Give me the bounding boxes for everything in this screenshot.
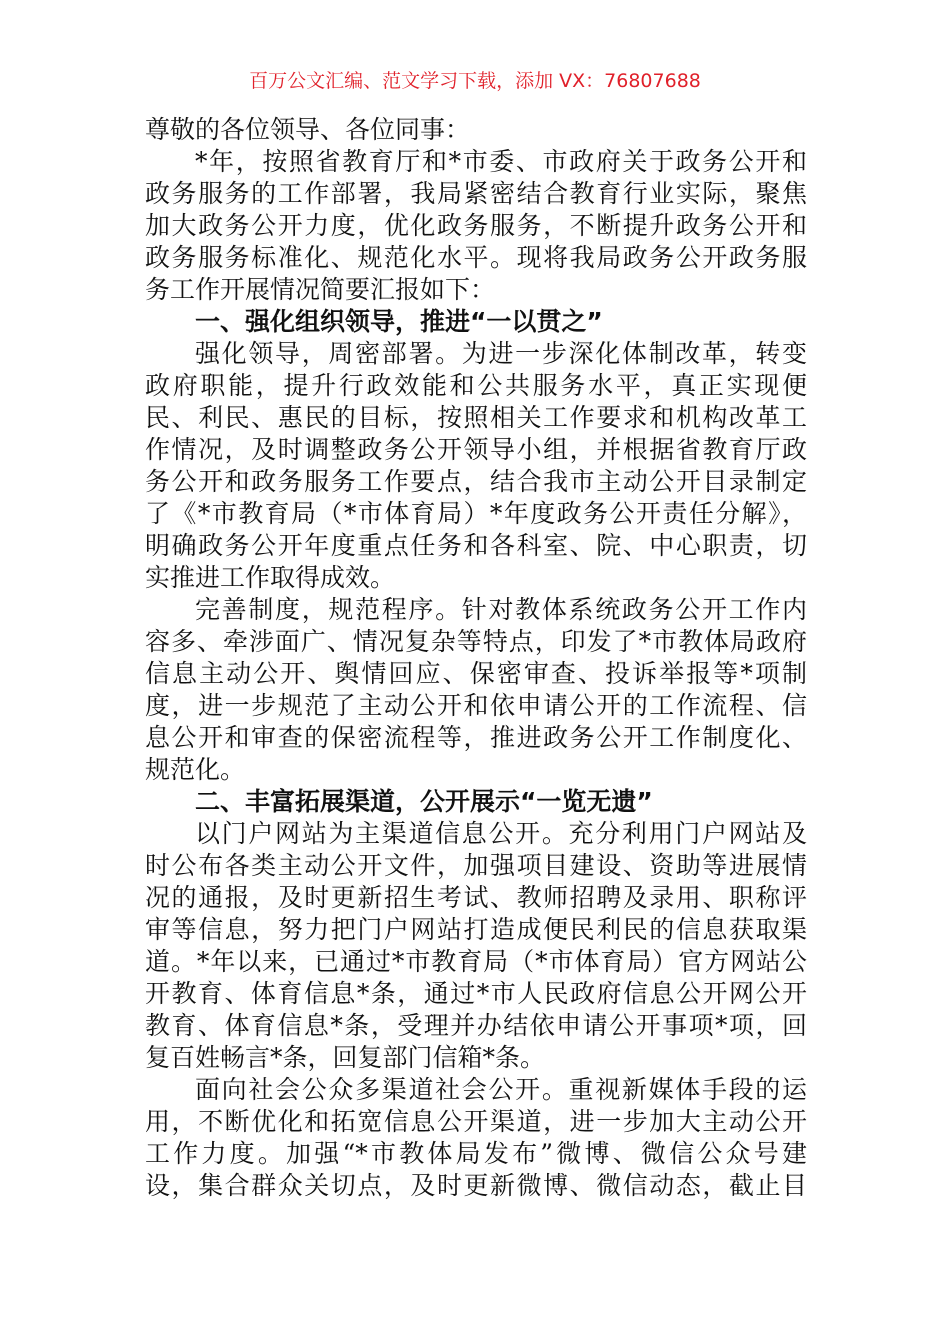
text-line: 以门户网站为主渠道信息公开。充分利用门户网站及 xyxy=(195,819,807,848)
text-line: 面向社会公众多渠道社会公开。重视新媒体手段的运 xyxy=(195,1075,807,1104)
text-line: 民、利民、惠民的目标，按照相关工作要求和机构改革工 xyxy=(145,403,807,432)
text-line: 务工作开展情况简要汇报如下： xyxy=(145,275,496,304)
text-line: 实推进工作取得成效。 xyxy=(145,563,396,592)
text-line: 信息主动公开、舆情回应、保密审查、投诉举报等*项制 xyxy=(145,659,807,688)
text-line: 强化领导，周密部署。为进一步深化体制改革，转变 xyxy=(195,339,807,368)
text-line: 加大政务公开力度，优化政务服务，不断提升政务公开和 xyxy=(145,211,807,240)
text-line: 工作力度。加强“*市教体局发布”微博、微信公众号建 xyxy=(145,1139,807,1168)
download-notice-banner: 百万公文汇编、范文学习下载，添加 VX：76807688 xyxy=(249,70,701,92)
text-line: 度，进一步规范了主动公开和依申请公开的工作流程、信 xyxy=(145,691,807,720)
text-line: 教育、体育信息*条，受理并办结依申请公开事项*项，回 xyxy=(145,1011,807,1040)
text-line: 开教育、体育信息*条，通过*市人民政府信息公开网公开 xyxy=(145,979,807,1008)
text-line: 政府职能，提升行政效能和公共服务水平，真正实现便 xyxy=(145,371,807,400)
text-line: 复百姓畅言*条，回复部门信箱*条。 xyxy=(145,1043,546,1072)
text-line: 尊敬的各位领导、各位同事： xyxy=(145,115,471,144)
text-line: 时公布各类主动公开文件，加强项目建设、资助等进展情 xyxy=(145,851,807,880)
document-body xyxy=(145,114,807,1202)
text-line: 明确政务公开年度重点任务和各科室、院、中心职责，切 xyxy=(145,531,807,560)
text-line: 政务服务的工作部署，我局紧密结合教育行业实际，聚焦 xyxy=(145,179,807,208)
text-line: 政务服务标准化、规范化水平。现将我局政务公开政务服 xyxy=(145,243,807,272)
text-line: 道。*年以来，已通过*市教育局（*市体育局）官方网站公 xyxy=(145,947,807,976)
text-line: 了《*市教育局（*市体育局）*年度政务公开责任分解》， xyxy=(145,499,807,528)
section-heading: 一、强化组织领导，推进“一以贯之” xyxy=(195,307,603,336)
text-line: 规范化。 xyxy=(145,755,246,784)
text-line: 完善制度，规范程序。针对教体系统政务公开工作内 xyxy=(195,595,807,624)
text-line: 设，集合群众关切点，及时更新微博、微信动态，截止目 xyxy=(145,1171,807,1200)
text-line: 作情况，及时调整政务公开领导小组，并根据省教育厅政 xyxy=(145,435,807,464)
text-line: 容多、牵涉面广、情况复杂等特点，印发了*市教体局政府 xyxy=(145,627,807,656)
text-line: 息公开和审查的保密流程等，推进政务公开工作制度化、 xyxy=(145,723,807,752)
section-heading: 二、丰富拓展渠道，公开展示“一览无遗” xyxy=(195,787,653,816)
text-line: *年，按照省教育厅和*市委、市政府关于政务公开和 xyxy=(195,147,807,176)
text-line: 审等信息，努力把门户网站打造成便民利民的信息获取渠 xyxy=(145,915,807,944)
text-line: 务公开和政务服务工作要点，结合我市主动公开目录制定 xyxy=(145,467,807,496)
text-line: 用，不断优化和拓宽信息公开渠道，进一步加大主动公开 xyxy=(145,1107,807,1136)
text-line: 况的通报，及时更新招生考试、教师招聘及录用、职称评 xyxy=(145,883,807,912)
